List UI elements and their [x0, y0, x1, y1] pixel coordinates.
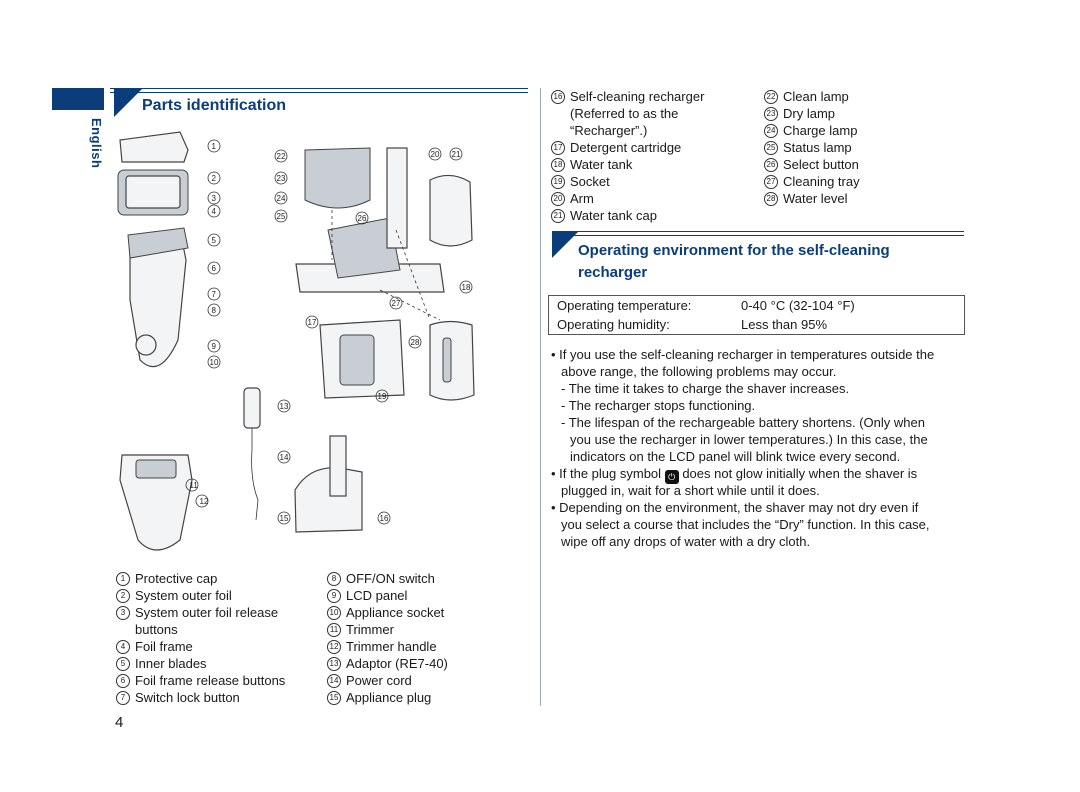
section-rule — [552, 235, 964, 236]
svg-text:15: 15 — [279, 514, 289, 523]
list-item-continued: “Recharger”.) — [570, 123, 648, 138]
header-triangle-marker — [114, 89, 142, 117]
page-number: 4 — [115, 714, 124, 731]
list-item: 28 Water level — [764, 190, 848, 207]
note-line: indicators on the LCD panel will blink twice every second. — [570, 449, 901, 464]
list-item: 21 Water tank cap — [551, 207, 657, 224]
table-cell-label: Operating humidity: — [557, 317, 670, 332]
note-line: you select a course that includes the “Dry” function. In this case, — [561, 517, 930, 532]
svg-text:17: 17 — [307, 318, 317, 327]
list-item: 2 System outer foil — [116, 587, 232, 604]
svg-text:3: 3 — [211, 194, 216, 203]
note-line: - The lifespan of the rechargeable battery shortens. (Only when — [561, 415, 925, 430]
svg-text:14: 14 — [279, 453, 289, 462]
list-item-continued: buttons — [135, 622, 178, 637]
note-line: • If the plug symbol ⏻ does not glow initially when the shaver is — [551, 466, 918, 482]
water-tank-drawing — [430, 322, 474, 401]
svg-text:8: 8 — [211, 306, 216, 315]
list-item: 11 Trimmer — [327, 621, 394, 638]
table-cell-value: Less than 95% — [741, 317, 828, 332]
table-cell-value: 0-40 °C (32-104 °F) — [741, 298, 855, 313]
note-line: plugged in, wait for a short while until it does. — [561, 483, 820, 498]
list-item: 15 Appliance plug — [327, 689, 431, 706]
list-item: 26 Select button — [764, 156, 859, 173]
list-item: 9 LCD panel — [327, 587, 407, 604]
list-item: 22 Clean lamp — [764, 88, 849, 105]
header-rule — [110, 92, 528, 93]
svg-text:18: 18 — [461, 283, 471, 292]
note-line: wipe off any drops of water with a dry cloth. — [561, 534, 811, 549]
column-divider — [540, 88, 541, 706]
list-item: 18 Water tank — [551, 156, 632, 173]
svg-text:4: 4 — [211, 207, 216, 216]
svg-text:22: 22 — [276, 152, 286, 161]
list-item-continued: (Referred to as the — [570, 106, 679, 121]
svg-text:19: 19 — [377, 392, 387, 401]
list-item: 3 System outer foil release — [116, 604, 278, 621]
svg-text:9: 9 — [211, 342, 216, 351]
svg-text:23: 23 — [276, 174, 286, 183]
svg-text:6: 6 — [211, 264, 216, 273]
list-item: 5 Inner blades — [116, 655, 207, 672]
svg-text:25: 25 — [276, 212, 286, 221]
list-item: 19 Socket — [551, 173, 610, 190]
svg-text:12: 12 — [199, 497, 209, 506]
list-item: 13 Adaptor (RE7-40) — [327, 655, 448, 672]
list-item: 1 Protective cap — [116, 570, 217, 587]
svg-text:28: 28 — [410, 338, 420, 347]
list-item: 7 Switch lock button — [116, 689, 240, 706]
table-row — [549, 296, 965, 316]
svg-text:1: 1 — [211, 142, 216, 151]
svg-text:13: 13 — [279, 402, 289, 411]
protective-cap-drawing — [120, 132, 188, 162]
header-rule — [110, 88, 528, 89]
note-line: - The time it takes to charge the shaver increases. — [561, 381, 850, 396]
svg-text:11: 11 — [189, 481, 198, 490]
list-item: 4 Foil frame — [116, 638, 193, 655]
svg-text:10: 10 — [209, 358, 219, 367]
parts-identification-title: Parts identification — [142, 97, 287, 114]
svg-text:16: 16 — [379, 514, 389, 523]
list-item: 27 Cleaning tray — [764, 173, 860, 190]
note-line: you use the recharger in lower temperatures.) In this case, the — [570, 432, 928, 447]
list-item: 14 Power cord — [327, 672, 412, 689]
note-line: - The recharger stops functioning. — [561, 398, 756, 413]
svg-text:21: 21 — [451, 150, 461, 159]
list-item: 10 Appliance socket — [327, 604, 444, 621]
svg-text:24: 24 — [276, 194, 286, 203]
list-item: 24 Charge lamp — [764, 122, 857, 139]
operating-environment-table — [548, 295, 965, 335]
language-tab-block — [52, 88, 104, 110]
plug-icon: ⏻ — [665, 470, 679, 484]
svg-text:27: 27 — [391, 299, 401, 308]
svg-text:7: 7 — [211, 290, 216, 299]
list-item: 17 Detergent cartridge — [551, 139, 681, 156]
list-item: 23 Dry lamp — [764, 105, 835, 122]
recharger-small-drawing — [295, 468, 362, 532]
section-rule — [552, 231, 964, 232]
note-line: • Depending on the environment, the shaver may not dry even if — [551, 500, 919, 515]
svg-text:5: 5 — [211, 236, 216, 245]
list-item: 20 Arm — [551, 190, 594, 207]
env-section-title: Operating environment for the self-cleaning — [578, 242, 890, 259]
svg-text:2: 2 — [211, 174, 216, 183]
language-label: English — [89, 118, 104, 169]
list-item: 16 Self-cleaning recharger — [551, 88, 704, 105]
section-triangle-marker — [552, 232, 578, 258]
env-section-title-line2: recharger — [578, 264, 648, 281]
svg-text:26: 26 — [357, 214, 367, 223]
table-cell-label: Operating temperature: — [557, 298, 692, 313]
note-line: • If you use the self-cleaning recharger in temperatures outside the — [551, 347, 935, 362]
list-item: 6 Foil frame release buttons — [116, 672, 285, 689]
list-item: 8 OFF/ON switch — [327, 570, 435, 587]
list-item: 25 Status lamp — [764, 139, 852, 156]
parts-illustration — [100, 120, 500, 560]
note-line: above range, the following problems may occur. — [561, 364, 837, 379]
table-row — [549, 315, 965, 335]
svg-text:20: 20 — [430, 150, 440, 159]
list-item: 12 Trimmer handle — [327, 638, 437, 655]
adaptor-drawing — [244, 388, 260, 428]
